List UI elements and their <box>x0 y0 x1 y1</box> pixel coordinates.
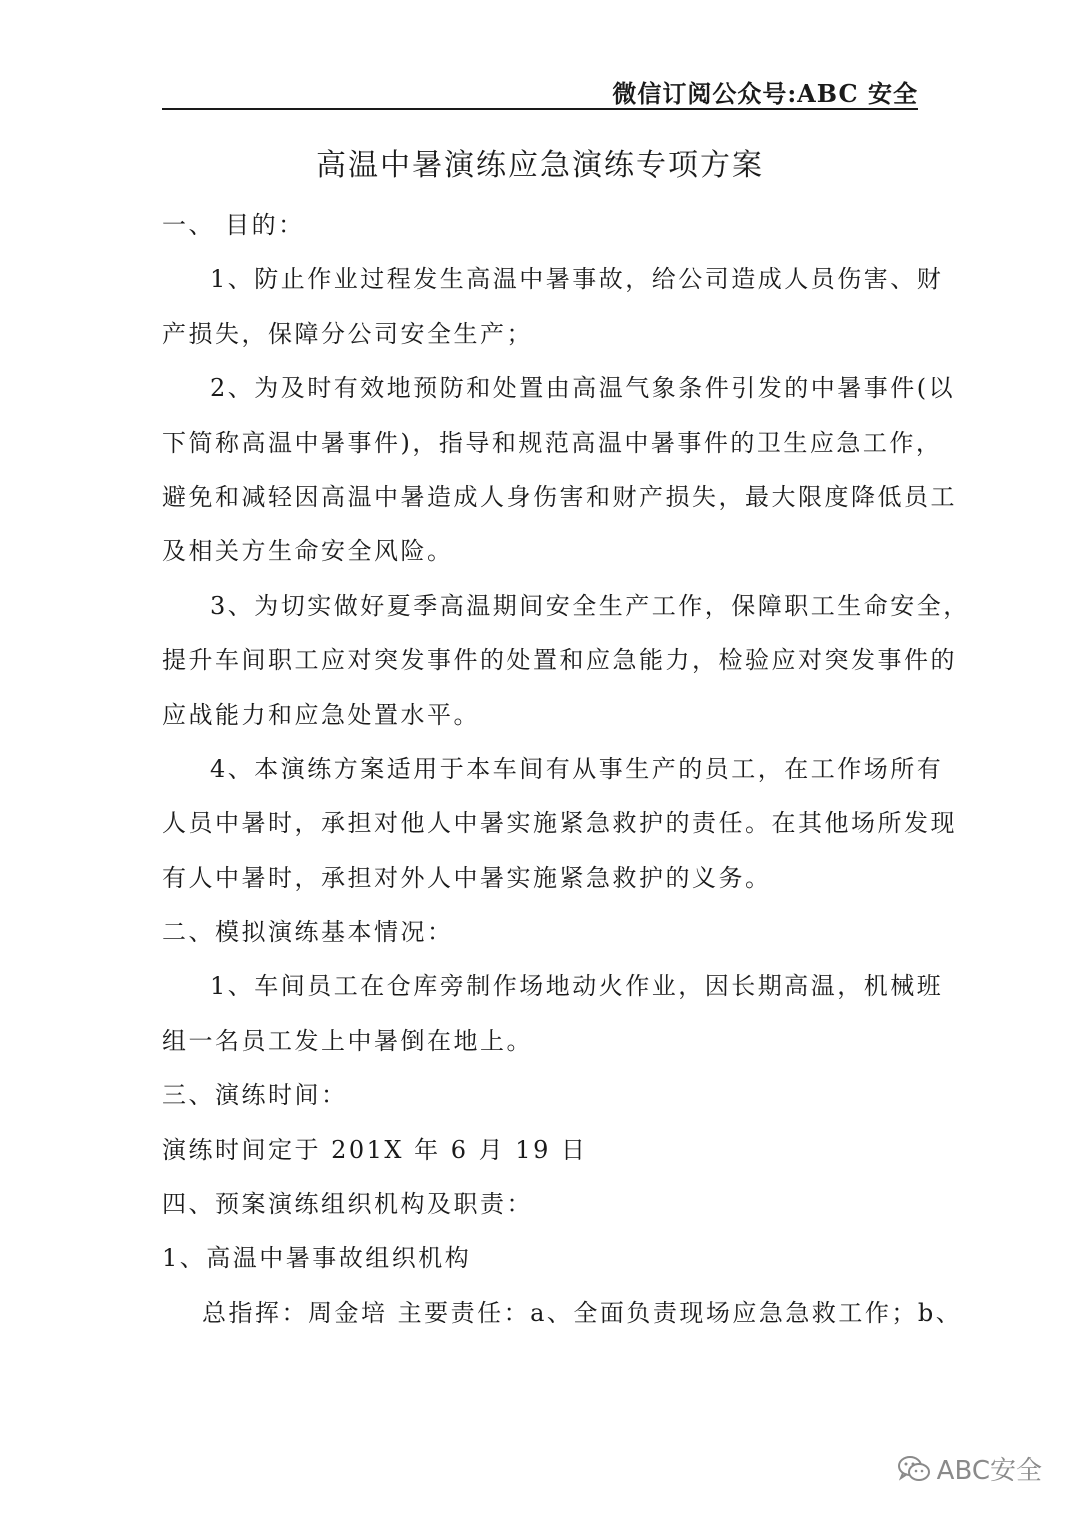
paragraph-line: 提升车间职工应对突发事件的处置和应急能力，检验应对突发事件的 <box>162 646 957 675</box>
paragraph-line: 4、本演练方案适用于本车间有从事生产的员工，在工作场所有 <box>210 754 944 783</box>
section-heading-drill-scenario: 二、模拟演练基本情况： <box>162 918 454 947</box>
paragraph-line: 应战能力和应急处置水平。 <box>162 700 480 729</box>
paragraph-line: 1、防止作业过程发生高温中暑事故，给公司造成人员伤害、财 <box>210 265 944 294</box>
watermark-text: ABC安全 <box>936 1456 1042 1486</box>
header-divider <box>162 108 918 110</box>
paragraph-line: 2、为及时有效地预防和处置由高温气象条件引发的中暑事件(以 <box>210 374 956 403</box>
document-body <box>162 198 970 1340</box>
paragraph-line: 3、为切实做好夏季高温期间安全生产工作，保障职工生命安全， <box>210 591 970 620</box>
paragraph-line: 总指挥：周金培 主要责任：a、全面负责现场应急急救工作；b、 <box>202 1298 963 1327</box>
watermark <box>897 1450 1042 1487</box>
paragraph-line: 产损失，保障分公司安全生产； <box>162 319 533 348</box>
wechat-icon <box>897 1455 931 1483</box>
paragraph-line: 演练时间定于 201X 年 6 月 19 日 <box>162 1135 588 1164</box>
paragraph-line: 有人中暑时，承担对外人中暑实施紧急救护的义务。 <box>162 863 772 892</box>
paragraph-line: 及相关方生命安全风险。 <box>162 537 454 566</box>
paragraph-line: 1、车间员工在仓库旁制作场地动火作业，因长期高温，机械班 <box>210 972 944 1001</box>
paragraph-line: 下简称高温中暑事件)，指导和规范高温中暑事件的卫生应急工作， <box>162 428 943 457</box>
section-heading-purpose: 一、 目的： <box>162 211 305 239</box>
paragraph-line: 人员中暑时，承担对他人中暑实施紧急救护的责任。在其他场所发现 <box>162 809 957 838</box>
section-heading-organization: 四、预案演练组织机构及职责： <box>162 1190 533 1219</box>
section-heading-drill-time: 三、演练时间： <box>162 1081 348 1110</box>
subsection-heading: 1、高温中暑事故组织机构 <box>162 1244 472 1273</box>
paragraph-line: 避免和减轻因高温中暑造成人身伤害和财产损失，最大限度降低员工 <box>162 482 957 511</box>
paragraph-line: 组一名员工发上中暑倒在地上。 <box>162 1026 533 1055</box>
header-account-text: 微信订阅公众号:ABC 安全 <box>612 79 918 108</box>
document-title: 高温中暑演练应急演练专项方案 <box>316 148 764 183</box>
